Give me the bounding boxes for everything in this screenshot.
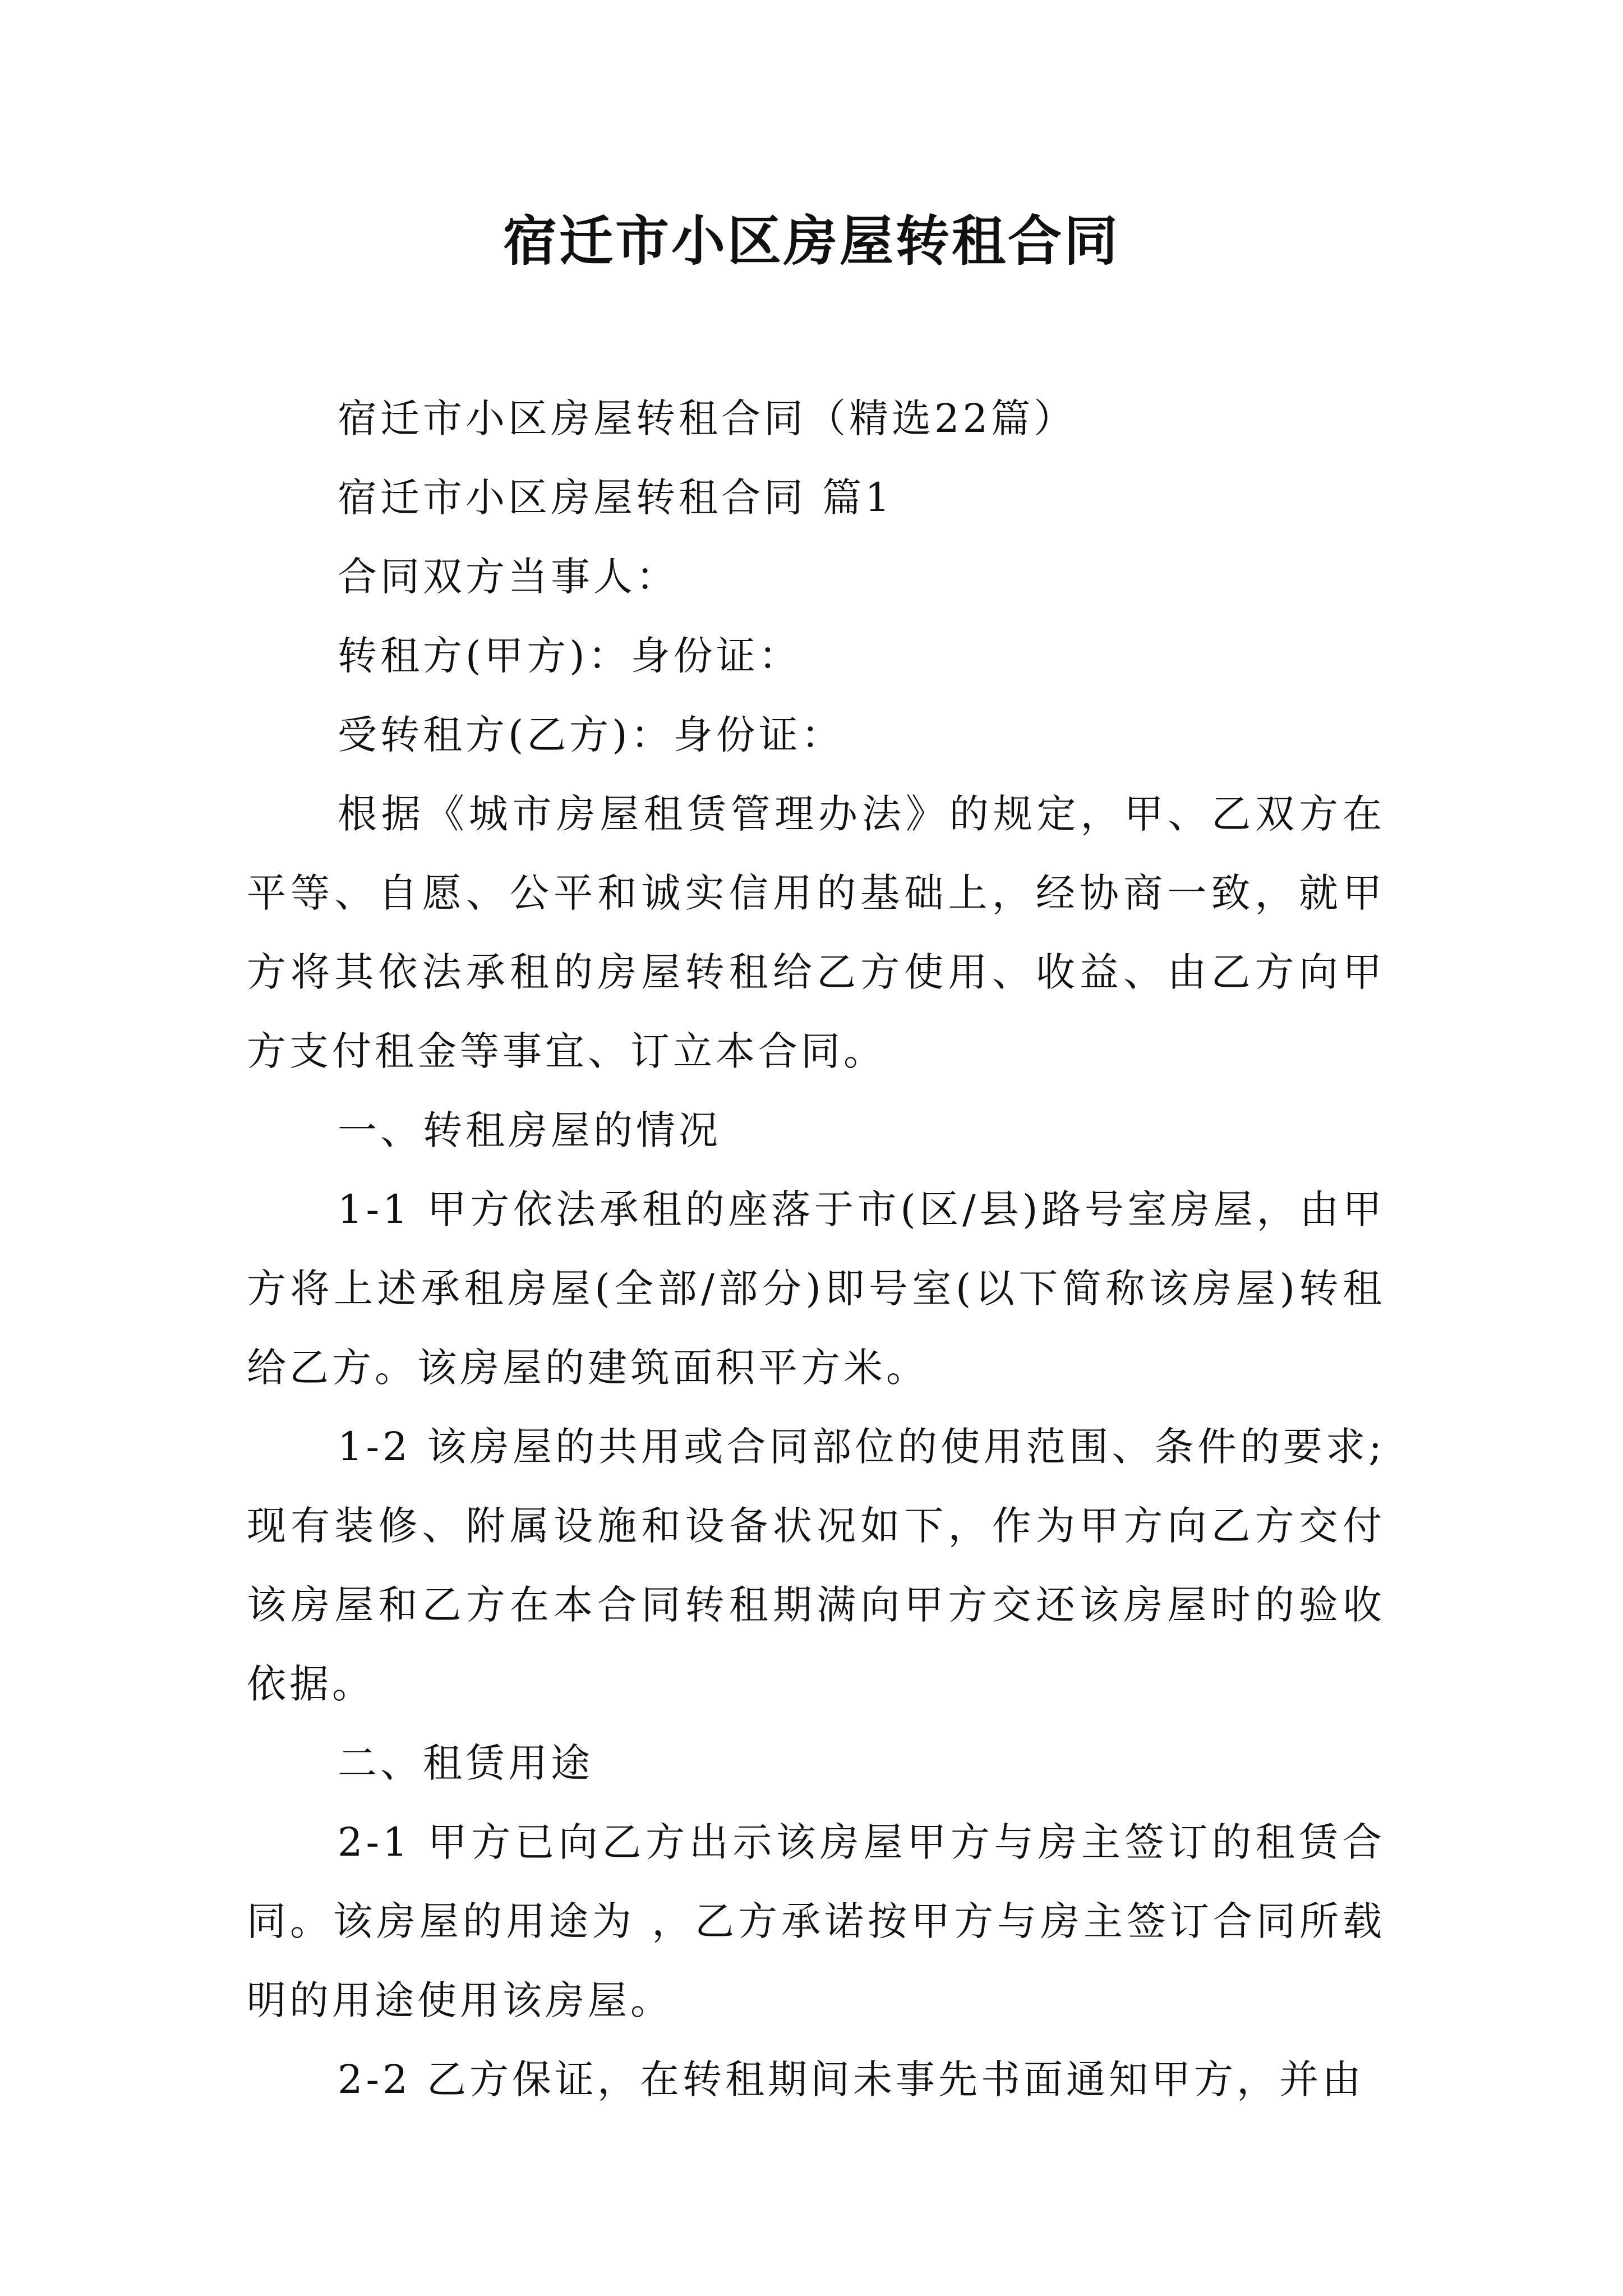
paragraph-party-a: 转租方(甲方)：身份证：	[338, 633, 801, 679]
paragraph-heading-2: 二、租赁用途	[338, 1740, 593, 1786]
paragraph-party-b: 受转租方(乙方)：身份证：	[338, 712, 844, 758]
paragraph-heading-1: 一、转租房屋的情况	[338, 1107, 721, 1153]
paragraph-preamble: 根据《城市房屋租赁管理办法》的规定，甲、乙双方在平等、自愿、公平和诚实信用的基础上，经协商一致，就甲方将其依法承租的房屋转租给乙方使用、收益、由乙方向甲方支付租金等事宜、订立本合同。	[247, 791, 1385, 1074]
paragraph-subtitle: 宿迁市小区房屋转租合同（精选22篇）	[338, 395, 1077, 441]
document-title: 宿迁市小区房屋转租合同	[503, 209, 1120, 273]
paragraph-section-heading: 宿迁市小区房屋转租合同 篇1	[338, 475, 893, 521]
paragraph-clause-1-2: 1-2 该房屋的共用或合同部位的使用范围、条件的要求;现有装修、附属设施和设备状况如下，作为甲方向乙方交付该房屋和乙方在本合同转租期满向甲方交还该房屋时的验收依据。	[247, 1424, 1385, 1707]
paragraph-parties-heading: 合同双方当事人：	[338, 554, 679, 600]
paragraph-clause-2-2: 2-2 乙方保证，在转租期间未事先书面通知甲方，并由	[338, 2056, 1364, 2102]
paragraph-clause-2-1: 2-1 甲方已向乙方出示该房屋甲方与房主签订的租赁合同。该房屋的用途为 ，乙方承诺按甲方与房主签订合同所载明的用途使用该房屋。	[247, 1819, 1385, 2023]
document-body	[247, 379, 1385, 2119]
paragraph-clause-1-1: 1-1 甲方依法承租的座落于市(区/县)路号室房屋，由甲方将上述承租房屋(全部/部分)即号室(以下简称该房屋)转租给乙方。该房屋的建筑面积平方米。	[247, 1186, 1385, 1391]
